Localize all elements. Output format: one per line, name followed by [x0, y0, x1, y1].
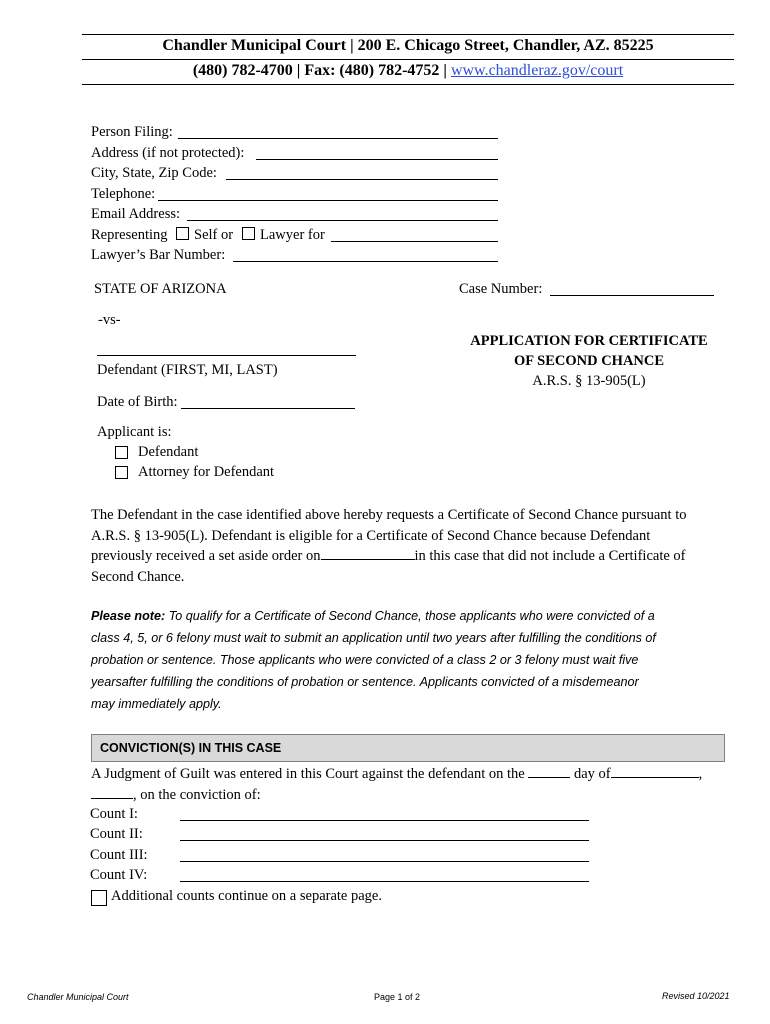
request-line-2: A.R.S. § 13-905(L). Defendant is eligible for a Certificate of Second Chance because Defendant: [91, 527, 651, 544]
form-statute: A.R.S. § 13-905(L): [532, 373, 646, 389]
case-number-field[interactable]: [550, 295, 714, 296]
applicant-is-label: Applicant is:: [97, 424, 172, 440]
applicant-defendant-label: Defendant: [138, 444, 199, 460]
count-3-label: Count III:: [90, 847, 148, 863]
note-line-3: probation or sentence. Those applicants who were convicted of a class 2 or 3 felony must wait five: [91, 653, 639, 667]
convictions-section-header: [91, 734, 725, 762]
date-of-birth-label: Date of Birth:: [97, 394, 178, 410]
count-1-field[interactable]: [180, 820, 589, 821]
form-title-line1: APPLICATION FOR CERTIFICATE: [470, 333, 708, 349]
count-1-label: Count I:: [90, 806, 138, 822]
city-state-zip-label: City, State, Zip Code:: [91, 165, 217, 181]
footer-court-name: Chandler Municipal Court: [27, 992, 129, 1002]
judgment-line-2: [91, 786, 261, 804]
please-note-paragraph: [91, 605, 741, 715]
lawyer-for-field[interactable]: [331, 241, 498, 242]
request-line-3: [91, 546, 731, 567]
bar-number-label: Lawyer’s Bar Number:: [91, 247, 226, 263]
count-4-label: Count IV:: [90, 867, 148, 883]
additional-counts-label: Additional counts continue on a separate page.: [111, 888, 382, 904]
bar-number-field[interactable]: [233, 261, 498, 262]
court-contact-line: [82, 62, 734, 80]
telephone-label: Telephone:: [91, 186, 156, 202]
note-line-1-text: To qualify for a Certificate of Second Chance, those applicants who were convicted of a: [165, 609, 655, 623]
count-3-field[interactable]: [180, 861, 589, 862]
applicant-defendant-checkbox[interactable]: [115, 446, 128, 459]
count-2-label: Count II:: [90, 826, 143, 842]
address-field[interactable]: [256, 159, 498, 160]
note-line-2: class 4, 5, or 6 felony must wait to submit an application until two years after fulfilling the conditions of: [91, 631, 656, 645]
defendant-name-label: Defendant (FIRST, MI, LAST): [97, 362, 278, 378]
address-label: Address (if not protected):: [91, 145, 245, 161]
count-4-field[interactable]: [180, 881, 589, 882]
request-paragraph: [91, 505, 731, 587]
state-of-arizona: STATE OF ARIZONA: [94, 281, 227, 297]
court-address-line: Chandler Municipal Court | 200 E. Chicago Street, Chandler, AZ. 85225: [162, 37, 654, 54]
applicant-attorney-label: Attorney for Defendant: [138, 464, 275, 480]
judgment-text-b: day of: [573, 766, 611, 782]
request-line-1: The Defendant in the case identified above hereby requests a Certificate of Second Chance pursuant to: [91, 507, 687, 523]
city-state-zip-field[interactable]: [226, 179, 498, 180]
person-filing-field[interactable]: [178, 138, 498, 139]
versus-label: -vs-: [98, 312, 121, 328]
request-line-4: Second Chance.: [91, 568, 185, 585]
set-aside-date-field[interactable]: [321, 547, 415, 560]
judgment-day-field[interactable]: [528, 765, 570, 778]
judgment-text-c: ,: [698, 766, 703, 782]
header-bottom-rule: [82, 84, 734, 85]
defendant-name-field[interactable]: [97, 355, 356, 356]
footer-revision: Revised 10/2021: [662, 991, 730, 1001]
note-line-5: may immediately apply.: [91, 697, 222, 711]
telephone-field[interactable]: [158, 200, 498, 201]
additional-counts-checkbox[interactable]: [91, 890, 107, 906]
date-of-birth-field[interactable]: [181, 408, 355, 409]
note-line-4: yearsafter fulfilling the conditions of probation or sentence. Applicants convicted of a misdemeanor: [91, 675, 639, 689]
lawyer-checkbox[interactable]: [242, 227, 255, 240]
judgment-line-1: [91, 765, 702, 783]
email-label: Email Address:: [91, 206, 181, 222]
form-title: [450, 331, 728, 391]
court-phone-fax: (480) 782-4700 | Fax: (480) 782-4752 |: [192, 62, 451, 79]
judgment-line-2-text: , on the conviction of:: [133, 787, 261, 803]
judgment-month-field[interactable]: [611, 765, 699, 778]
judgment-year-field[interactable]: [91, 786, 133, 799]
form-title-line2: OF SECOND CHANCE: [513, 353, 665, 369]
applicant-attorney-checkbox[interactable]: [115, 466, 128, 479]
email-field[interactable]: [187, 220, 498, 221]
header-top-rule: [82, 34, 734, 35]
note-lead: Please note:: [91, 609, 166, 623]
judgment-text-a: A Judgment of Guilt was entered in this Court against the defendant on the: [91, 766, 525, 782]
note-line-1: [91, 605, 741, 627]
person-filing-label: Person Filing:: [91, 124, 173, 140]
lawyer-for-label: Lawyer for: [260, 227, 325, 243]
count-2-field[interactable]: [180, 840, 589, 841]
request-line-3b: in this case that did not include a Certificate of: [414, 548, 686, 564]
case-number-label: Case Number:: [459, 281, 543, 297]
header-mid-rule: [82, 59, 734, 60]
footer-page-number: Page 1 of 2: [374, 992, 421, 1002]
self-or-label: Self or: [194, 227, 234, 243]
court-website-link[interactable]: www.chandleraz.gov/court: [450, 62, 624, 79]
convictions-heading: CONVICTION(S) IN THIS CASE: [100, 741, 282, 755]
request-line-3a: previously received a set aside order on: [91, 548, 321, 564]
representing-label: Representing: [91, 227, 168, 243]
self-checkbox[interactable]: [176, 227, 189, 240]
